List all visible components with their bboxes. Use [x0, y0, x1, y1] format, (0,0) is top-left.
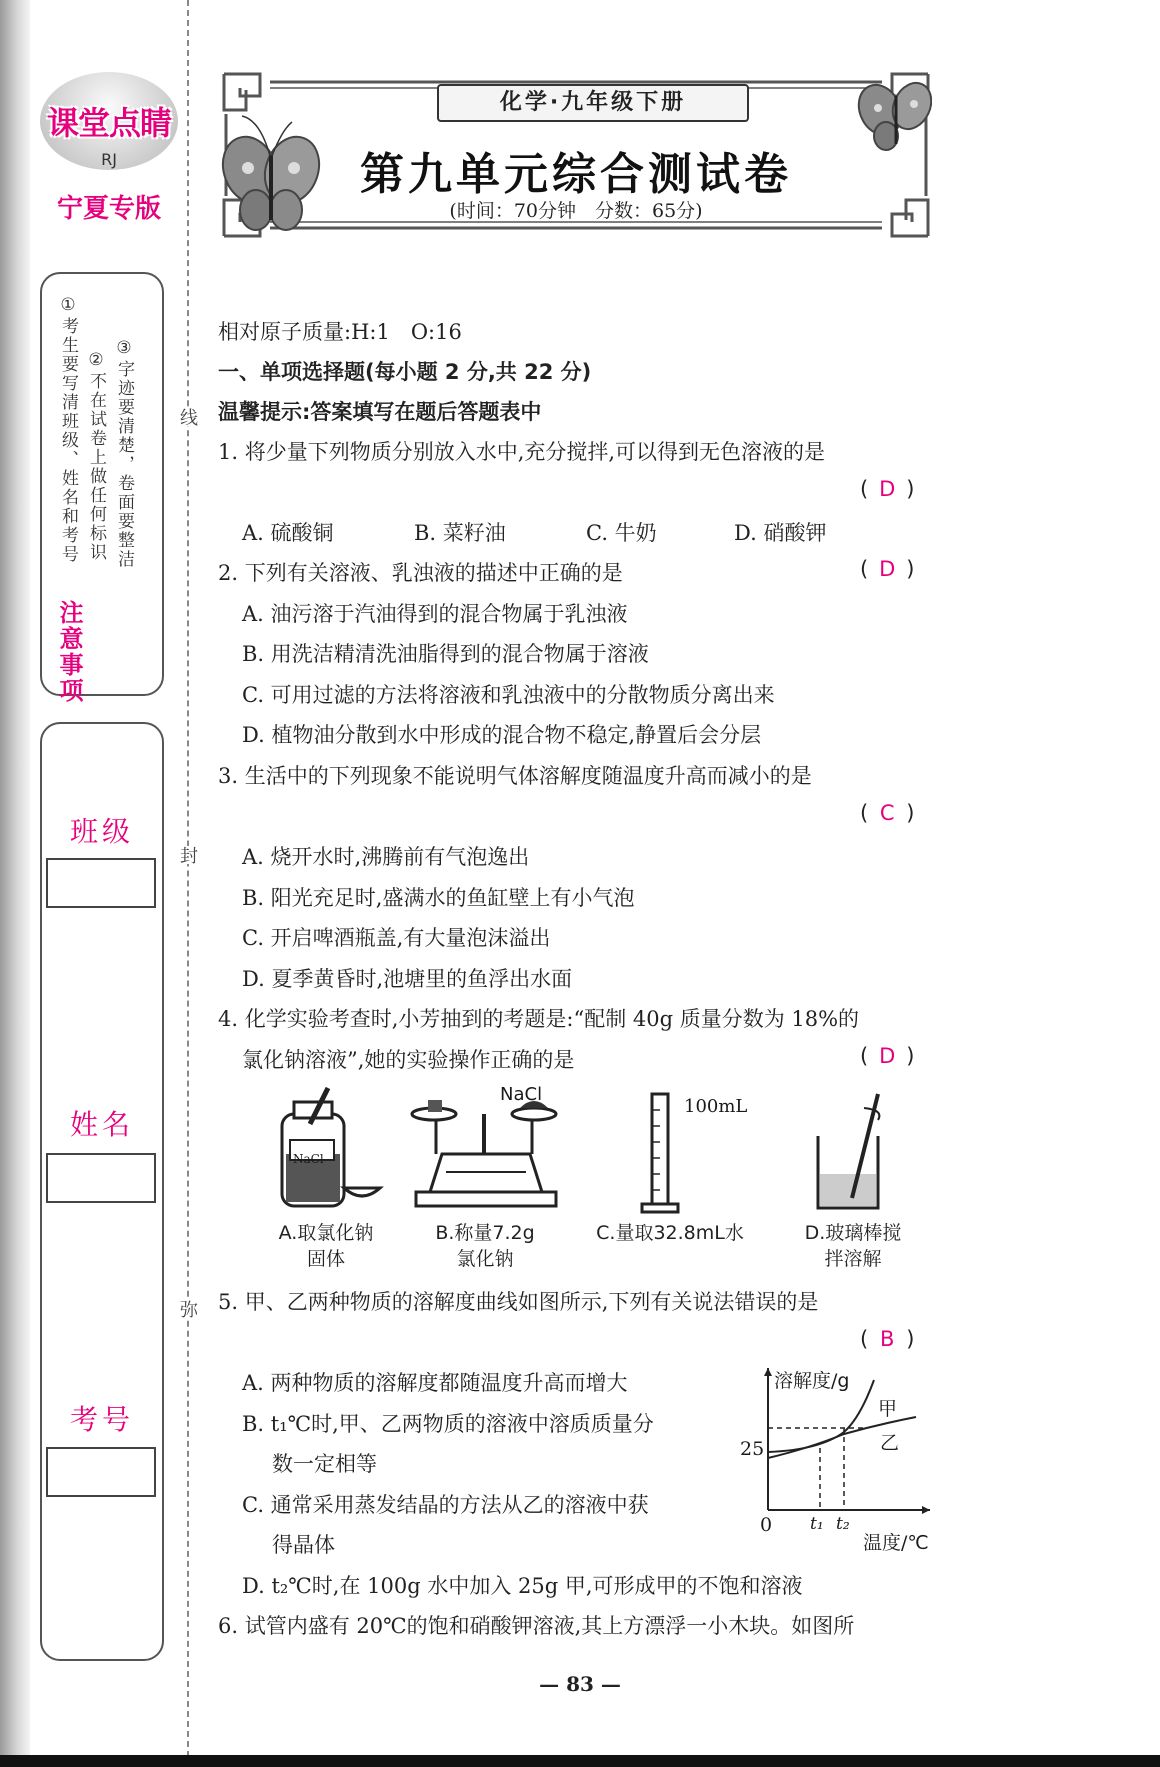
q2-option-b: B. 用洗洁精清洗油脂得到的混合物属于溶液 [242, 642, 649, 666]
q3-option-c: C. 开启啤酒瓶盖,有大量泡沫溢出 [242, 926, 551, 950]
q1-answer: ( D ) [860, 477, 915, 501]
note-item-1: ①考生要写清班级、姓名和考号 [58, 295, 78, 564]
atomic-mass: 相对原子质量:H:1 O:16 [218, 320, 462, 344]
q5-option-b: B. t₁℃时,甲、乙两物质的溶液中溶质质量分 [242, 1412, 654, 1436]
q5-answer: ( B ) [860, 1327, 915, 1351]
brand-code: RJ [101, 150, 117, 169]
q5-option-c: C. 通常采用蒸发结晶的方法从乙的溶液中获 [242, 1493, 649, 1517]
q1-option-a: A. 硫酸铜 [242, 521, 334, 545]
q2-answer: ( D ) [860, 557, 915, 581]
q1-stem: 1. 将少量下列物质分别放入水中,充分搅拌,可以得到无色溶液的是 [218, 440, 826, 464]
binding-mark-xian: 线 [177, 408, 198, 426]
class-label: 班级 [69, 815, 134, 848]
page-title: 第九单元综合测试卷 [360, 149, 792, 200]
figure-b-label: NaCl [500, 1084, 543, 1105]
id-field[interactable] [46, 1447, 156, 1497]
bottom-edge [0, 1755, 1160, 1767]
name-field[interactable] [46, 1153, 156, 1203]
figure-a-caption: A.取氯化钠 固体 [278, 1222, 374, 1270]
id-label: 考号 [69, 1403, 134, 1436]
q2-option-a: A. 油污溶于汽油得到的混合物属于乳浊液 [242, 602, 628, 626]
exam-info: (时间：70分钟 分数：65分) [449, 200, 703, 222]
q5-option-c-cont: 得晶体 [272, 1533, 335, 1557]
q5-option-a: A. 两种物质的溶解度都随温度升高而增大 [242, 1371, 628, 1395]
q1-option-c: C. 牛奶 [586, 521, 657, 545]
name-label: 姓名 [69, 1108, 134, 1141]
q6-stem: 6. 试管内盛有 20℃的饱和硝酸钾溶液,其上方漂浮一小木块。如图所 [218, 1614, 855, 1638]
graph-origin: 0 [760, 1514, 773, 1536]
figure-a-reagent-bottle [270, 1084, 400, 1214]
class-field[interactable] [46, 858, 156, 908]
graph-curve-jia-label: 甲 [878, 1398, 898, 1420]
graph-curve-yi-label: 乙 [880, 1432, 900, 1454]
graph-y-tick: 25 [740, 1438, 765, 1460]
graph-ylabel: 溶解度/g [774, 1370, 850, 1392]
binding-mark-mi: 弥 [177, 1300, 198, 1318]
binding-mark-feng: 封 [177, 846, 198, 864]
brand-title: 课堂点睛 [46, 104, 171, 142]
q4-stem-line2: 氯化钠溶液”,她的实验操作正确的是 [242, 1048, 575, 1072]
header-subtitle: 化学·九年级下册 [437, 84, 749, 122]
q5-stem: 5. 甲、乙两种物质的溶解度曲线如图所示,下列有关说法错误的是 [218, 1290, 819, 1314]
note-item-3: ③字迹要清楚，卷面要整洁 [114, 338, 134, 569]
q2-stem: 2. 下列有关溶液、乳浊液的描述中正确的是 [218, 561, 623, 585]
q3-option-a: A. 烧开水时,沸腾前有气泡逸出 [242, 845, 530, 869]
figure-d-caption: D.玻璃棒搅 拌溶解 [804, 1222, 902, 1270]
q2-option-c: C. 可用过滤的方法将溶液和乳浊液中的分散物质分离出来 [242, 683, 775, 707]
binding-shadow [0, 0, 30, 1767]
page-number: — 83 — [539, 1672, 621, 1696]
q5-option-b-cont: 数一定相等 [272, 1452, 377, 1476]
graph-xlabel: 温度/℃ [863, 1532, 929, 1554]
note-item-2: ②不在试卷上做任何标识 [86, 350, 106, 562]
q5-option-d: D. t₂℃时,在 100g 水中加入 25g 甲,可形成甲的不饱和溶液 [242, 1574, 803, 1598]
section-title: 一、单项选择题(每小题 2 分,共 22 分) [218, 360, 592, 384]
q4-answer: ( D ) [860, 1044, 915, 1068]
q3-option-b: B. 阳光充足时,盛满水的鱼缸壁上有小气泡 [242, 886, 635, 910]
q1-option-b: B. 菜籽油 [414, 521, 506, 545]
figure-c-cylinder [640, 1090, 680, 1218]
brand-edition: 宁夏专版 [56, 194, 161, 224]
graph-x-tick-t1: t₁ [810, 1514, 824, 1534]
figure-d-beaker-stirring [808, 1090, 898, 1216]
q3-answer: ( C ) [860, 801, 915, 825]
notes-title: 注意事项 [55, 600, 83, 704]
q4-stem-line1: 4. 化学实验考查时,小芳抽到的考题是:“配制 40g 质量分数为 18%的 [218, 1007, 860, 1031]
q3-option-d: D. 夏季黄昏时,池塘里的鱼浮出水面 [242, 967, 573, 991]
q3-stem: 3. 生活中的下列现象不能说明气体溶解度随温度升高而减小的是 [218, 764, 812, 788]
figure-c-caption: C.量取32.8mL水 [596, 1222, 744, 1244]
q1-option-d: D. 硝酸钾 [734, 521, 827, 545]
binding-cut-line [187, 0, 189, 1767]
figure-a-label: NaCl [293, 1152, 324, 1166]
section-tip: 温馨提示:答案填写在题后答题表中 [218, 400, 542, 424]
figure-c-label: 100mL [684, 1096, 748, 1117]
q2-option-d: D. 植物油分散到水中形成的混合物不稳定,静置后会分层 [242, 723, 762, 747]
figure-b-caption: B.称量7.2g 氯化钠 [435, 1222, 535, 1270]
graph-x-tick-t2: t₂ [836, 1514, 850, 1534]
